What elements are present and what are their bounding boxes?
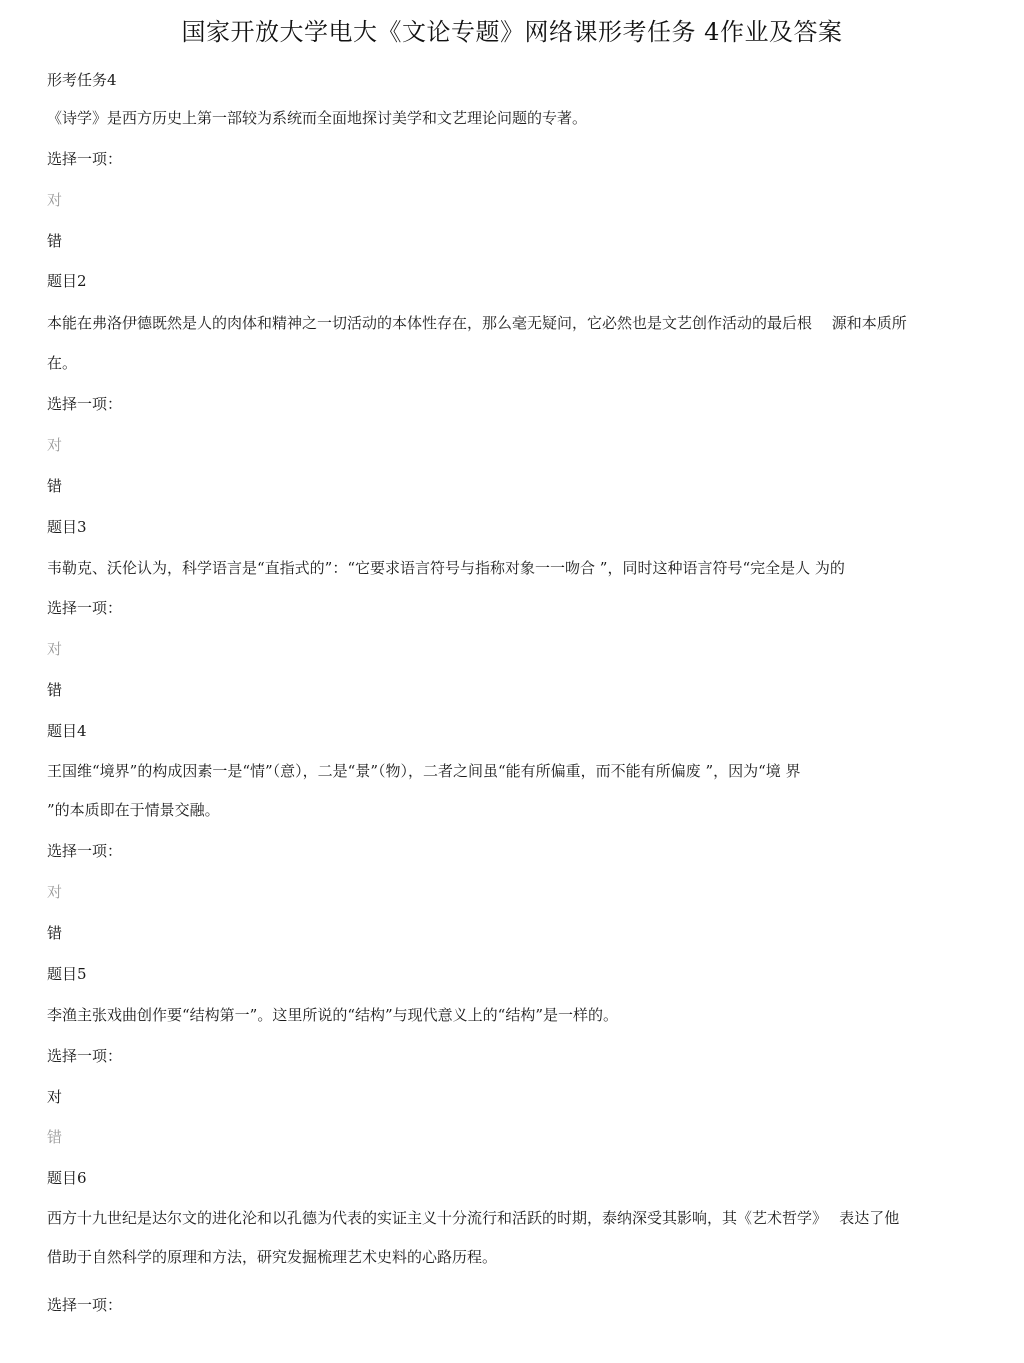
- question-3-text-line-1: 韦勒克、沃伦认为，科学语言是“直指式的”：“它要求语言符号与指称对象一一吻合 ”，同时这种语言符号“完全是人 为的: [47, 559, 845, 577]
- question-5-text-line-1: 李渔主张戏曲创作要“结构第一”。这里所说的“结构”与现代意义上的“结构”是一样的。: [47, 1006, 619, 1024]
- question-6-choose-label: 选择一项：: [47, 1296, 123, 1314]
- question-4-text-line-2: ”的本质即在于情景交融。: [47, 801, 220, 819]
- question-5-label: 题目5: [47, 965, 87, 983]
- document-title: 国家开放大学电大《文论专题》网络课形考任务 4作业及答案: [181, 18, 843, 46]
- question-2-text-line-2: 在。: [47, 354, 78, 372]
- question-5-option-true[interactable]: 对: [47, 1088, 63, 1106]
- question-6-text-line-2: 借助于自然科学的原理和方法，研究发掘梳理艺术史料的心路历程。: [47, 1248, 498, 1266]
- question-1-option-false[interactable]: 错: [47, 232, 63, 250]
- question-5-option-false[interactable]: 错: [47, 1128, 63, 1146]
- question-4-choose-label: 选择一项：: [47, 842, 123, 860]
- question-6-text-line-1: 西方十九世纪是达尔文的进化沦和以孔德为代表的实证主义十分流行和活跃的时期，泰纳深受其影响，其《艺术哲学》 表达了他: [47, 1209, 900, 1227]
- question-6-label: 题目6: [47, 1169, 87, 1187]
- question-3-label: 题目3: [47, 518, 87, 536]
- question-3-option-true[interactable]: 对: [47, 640, 63, 658]
- question-1-text: 《诗学》是西方历史上第一部较为系统而全面地探讨美学和文艺理论问题的专著。: [47, 109, 588, 127]
- question-1-choose-label: 选择一项：: [47, 150, 123, 168]
- question-1-option-true[interactable]: 对: [47, 191, 63, 209]
- question-5-choose-label: 选择一项：: [47, 1047, 123, 1065]
- question-4-text-line-1: 王国维“境界”的构成因素一是“情”（意），二是“景”（物），二者之间虽“能有所偏重，而不能有所偏废 ”，因为“境 界: [47, 762, 801, 780]
- question-4-label: 题目4: [47, 722, 87, 740]
- question-2-option-false[interactable]: 错: [47, 477, 63, 495]
- question-2-option-true[interactable]: 对: [47, 436, 63, 454]
- question-4-option-true[interactable]: 对: [47, 883, 63, 901]
- question-2-text-line-1: 本能在弗洛伊德既然是人的肉体和精神之一切活动的本体性存在，那么毫无疑问，它必然也是文艺创作活动的最后根 源和本质所: [47, 314, 907, 332]
- question-3-choose-label: 选择一项：: [47, 599, 123, 617]
- question-3-option-false[interactable]: 错: [47, 681, 63, 699]
- task-label: 形考任务4: [47, 71, 117, 89]
- question-2-label: 题目2: [47, 272, 87, 290]
- question-2-choose-label: 选择一项：: [47, 395, 123, 413]
- question-4-option-false[interactable]: 错: [47, 924, 63, 942]
